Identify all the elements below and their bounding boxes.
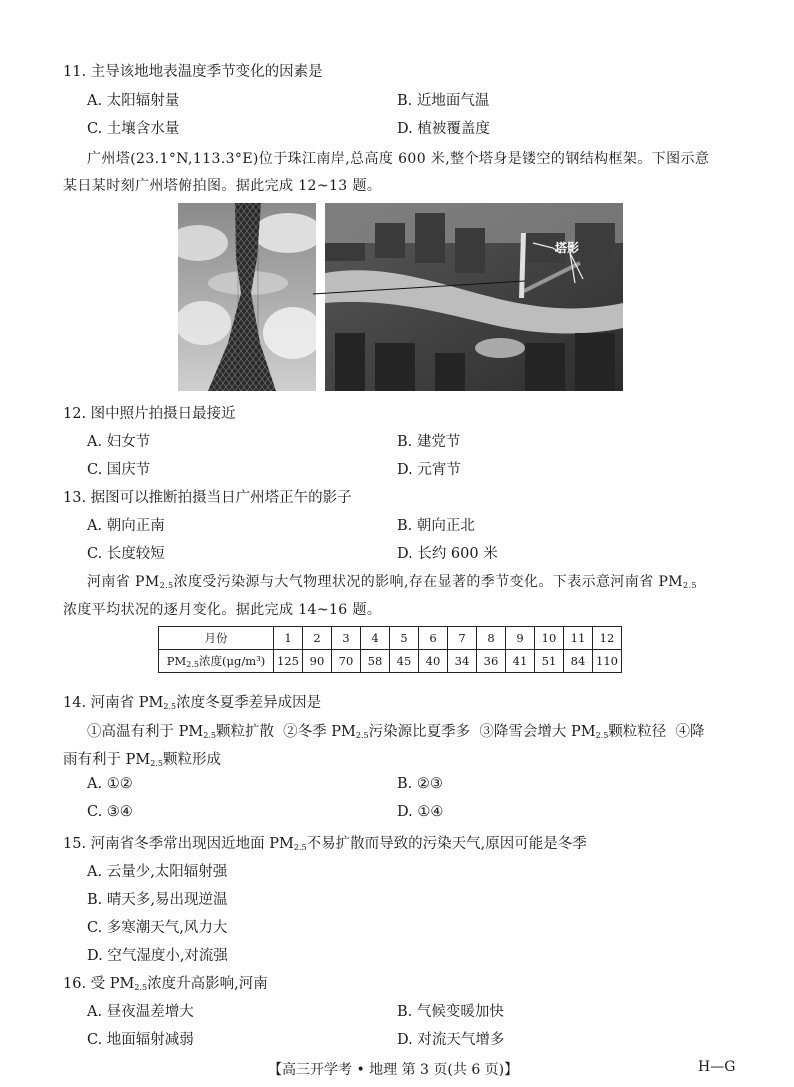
- table-cell-value: 90: [303, 650, 332, 673]
- table-cell-month: 3: [332, 627, 361, 650]
- q13-option-d: D. 长约 600 米: [397, 546, 498, 562]
- pointer-line: [178, 203, 623, 391]
- q13-option-b: B. 朝向正北: [397, 518, 475, 534]
- q12-option-a: A. 妇女节: [87, 434, 151, 450]
- q14-option-a: A. ①②: [87, 776, 133, 792]
- table-cell-month: 9: [506, 627, 535, 650]
- q14-option-c: C. ③④: [87, 804, 133, 820]
- table-cell-month: 2: [303, 627, 332, 650]
- q12-option-d: D. 元宵节: [397, 462, 461, 478]
- table-cell-month: 7: [448, 627, 477, 650]
- table-cell-value: 58: [361, 650, 390, 673]
- page-footer: 【高三开学考 • 地理 第 3 页(共 6 页)】: [268, 1062, 519, 1078]
- q12-option-b: B. 建党节: [397, 434, 461, 450]
- q14-statements-line2: 雨有利于 $PM_{2.5}$颗粒形成: [63, 752, 221, 768]
- table-cell-value: 84: [564, 650, 593, 673]
- table-cell-value: 34: [448, 650, 477, 673]
- table-row-label: $PM_{2.5}$浓度(μg/m³): [159, 650, 274, 673]
- tower-intro-line1: 广州塔(23.1°N,113.3°E)位于珠江南岸,总高度 600 米,整个塔身是镂空的钢结构框架。下图示意: [87, 151, 710, 167]
- q14-statements-line1: ①高温有利于 $PM_{2.5}$颗粒扩散 ②冬季 $PM_{2.5}$污染源比夏季多 ③降雪会增大 $PM_{2.5}$颗粒粒径 ④降: [87, 724, 705, 740]
- table-row-values: [159, 650, 622, 673]
- table-cell-value: 40: [419, 650, 448, 673]
- tower-figure: [178, 203, 623, 391]
- q15-option-c: C. 多寒潮天气,风力大: [87, 920, 228, 936]
- table-cell-month: 5: [390, 627, 419, 650]
- table-cell-month: 11: [564, 627, 593, 650]
- q15-stem: 15. 河南省冬季常出现因近地面 $PM_{2.5}$不易扩散而导致的污染天气,原因可能是冬季: [63, 836, 587, 852]
- page-code: H—G: [698, 1059, 736, 1075]
- table-cell-value: 45: [390, 650, 419, 673]
- table-cell-value: 125: [274, 650, 303, 673]
- q16-option-a: A. 昼夜温差增大: [87, 1004, 194, 1020]
- q11-option-d: D. 植被覆盖度: [397, 121, 490, 137]
- q16-option-b: B. 气候变暖加快: [397, 1004, 504, 1020]
- table-cell-month: 6: [419, 627, 448, 650]
- q12-option-c: C. 国庆节: [87, 462, 151, 478]
- q13-option-a: A. 朝向正南: [87, 518, 165, 534]
- pm-intro-line2: 浓度平均状况的逐月变化。据此完成 14~16 题。: [63, 602, 382, 618]
- q16-option-c: C. 地面辐射减弱: [87, 1032, 194, 1048]
- table-cell-value: 70: [332, 650, 361, 673]
- table-cell-value: 41: [506, 650, 535, 673]
- table-row-months: [159, 627, 622, 650]
- table-cell-month: 4: [361, 627, 390, 650]
- table-cell-month: 10: [535, 627, 564, 650]
- q15-option-b: B. 晴天多,易出现逆温: [87, 892, 228, 908]
- q15-option-a: A. 云量少,太阳辐射强: [87, 864, 228, 880]
- table-cell-value: 36: [477, 650, 506, 673]
- table-cell-value: 51: [535, 650, 564, 673]
- q16-option-d: D. 对流天气增多: [397, 1032, 505, 1048]
- q11-option-b: B. 近地面气温: [397, 93, 490, 109]
- shadow-label: 塔影: [555, 241, 580, 255]
- q13-option-c: C. 长度较短: [87, 546, 165, 562]
- table-header-label: 月份: [159, 627, 274, 650]
- q13-stem: 13. 据图可以推断拍摄当日广州塔正午的影子: [63, 490, 352, 506]
- q16-stem: 16. 受 $PM_{2.5}$浓度升高影响,河南: [63, 976, 268, 992]
- q14-stem: 14. 河南省 $PM_{2.5}$浓度冬夏季差异成因是: [63, 695, 322, 711]
- q14-option-b: B. ②③: [397, 776, 443, 792]
- table-cell-month: 1: [274, 627, 303, 650]
- q11-stem: 11. 主导该地地表温度季节变化的因素是: [63, 64, 323, 80]
- table-cell-month: 8: [477, 627, 506, 650]
- q11-option-c: C. 土壤含水量: [87, 121, 180, 137]
- pm-intro-line1: 河南省 $PM_{2.5}$浓度受污染源与大气物理状况的影响,存在显著的季节变化。下表示意河南省 $PM_{2.5}$: [87, 574, 697, 590]
- q15-option-d: D. 空气湿度小,对流强: [87, 948, 228, 964]
- q12-stem: 12. 图中照片拍摄日最接近: [63, 406, 236, 422]
- table-cell-value: 110: [593, 650, 622, 673]
- q11-option-a: A. 太阳辐射量: [87, 93, 180, 109]
- tower-intro-line2: 某日某时刻广州塔俯拍图。据此完成 12~13 题。: [63, 178, 382, 194]
- pm-monthly-table: [158, 626, 622, 673]
- table-cell-month: 12: [593, 627, 622, 650]
- q14-option-d: D. ①④: [397, 804, 444, 820]
